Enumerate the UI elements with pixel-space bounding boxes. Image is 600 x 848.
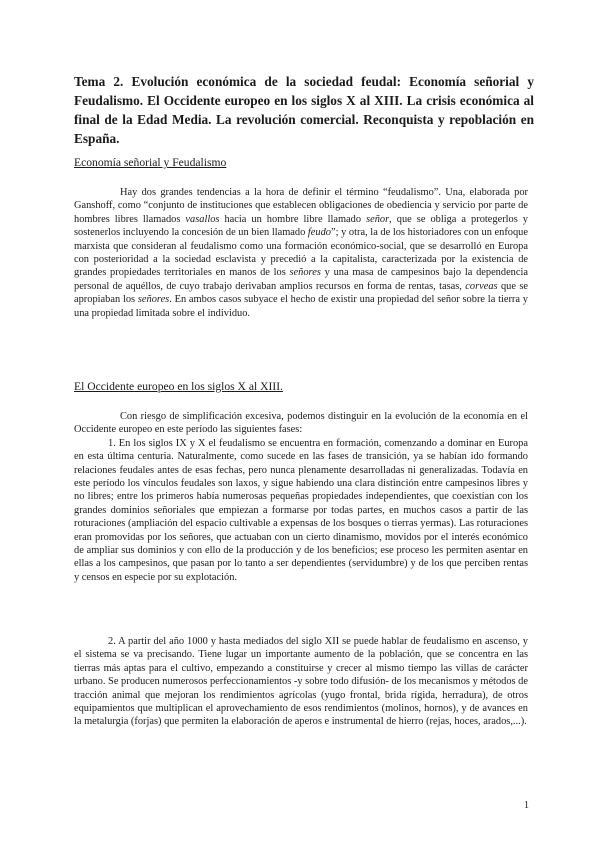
text-run: Hay dos grandes tendencias a la hora de definir el término “feudalismo”. Una, elaborada por Ganshoff, como “conjunto de instituciones que establecen obligaciones de obediencia y servicio por parte de hombres libres llamados [74, 187, 528, 225]
text-run: hacia un hombre libre llamado [219, 213, 367, 225]
section-heading-occidente-europeo: El Occidente europeo en los siglos X al XIII. [74, 380, 283, 393]
list-item-phase-1: 1. En los siglos IX y X el feudalismo se encuentra en formación, comenzando a dominar en Europa en esta última centuria. Naturalmente, como sucede en las fases de transición, ya se habían ido formando relaciones feudales antes de esas fechas, pero nunca plenamente desarrolladas ni generalizadas. Todavía en este período los vínculos feudales son laxos, y sigue habiendo una clara distinción entre campesinos libres y no libres; entre los primeros había numerosas pequeñas propiedades independientes, que coexistían con los grandes dominios señoriales que empiezan a formarse por todas partes, en muchos casos a partir de las roturaciones (ampliación del espacio cultivable a expensas de los bosques o tierras yermas). Las roturaciones eran promovidas por los señores, que actuaban con un cierto dinamismo, movidos por el interés económico de ampliar sus dominios y con ello de la producción y de los beneficios; ese proceso les permiten asentar en ellas a los campesinos, que pasan por lo tanto a ser dependientes (servidumbre) y de los que perciben rentas y censos en especie por su explotación. [74, 437, 528, 583]
text-run: , que se obliga a protegerlos y sostenerlos incluyendo la concesión de un bien llamado [74, 213, 528, 239]
list-item-phase-2: 2. A partir del año 1000 y hasta mediados del siglo XII se puede hablar de feudalismo en ascenso, y el sistema se va precisando. Tiene lugar un importante aumento de la población, que se concentra en las tierras más aptas para el cultivo, empezando a constituirse y crecer al mismo tiempo las villas de carácter urbano. Se producen numerosos perfeccionamientos -y sobre todo difusión- de los mecanismos y métodos de tracción animal que mejoran los rendimientos agrícolas (yugo frontal, brida rígida, herradura), de otros equipamientos que multiplican el aprovechamiento de esos rendimientos (molinos, hornos), y de avances en la metalurgia (forjas) que permiten la elaboración de aperos e instrumental de hierro (rejas, hoces, arados,...). [74, 636, 528, 728]
text-run: . En ambos casos subyace el hecho de existir una propiedad del señor sobre la tierra y una propiedad limitada sobre el individuo. [74, 294, 528, 319]
italic-term: señor [366, 213, 390, 225]
italic-term: vasallos [185, 213, 220, 225]
italic-term: corveas [465, 280, 498, 292]
text-run: ”; y otra, la de los historiadores con un enfoque marxista que consideran al feudalismo como una formación económico-social, que se desarrolló en Europa con posterioridad a la sociedad esclavista y precedió a la capitalista, caracterizada por la existencia de grandes propiedades territoriales en manos de los [74, 227, 528, 279]
italic-term: señores [137, 294, 170, 306]
section2-body [74, 410, 528, 584]
italic-term: señores [289, 267, 321, 279]
section-heading-economia-senorial: Economía señorial y Feudalismo [74, 156, 227, 169]
document-title: Tema 2. Evolución económica de la sociedad feudal: Economía señorial y Feudalismo. El Occidente europeo en los siglos X al XIII. La crisis económica al final de la Edad Media. La revolución comercial. Reconquista y repoblación en España. [74, 74, 534, 146]
page-number: 1 [524, 800, 529, 811]
text-run: que se apropiaban los [74, 280, 528, 306]
paragraph-feudalism-definition [74, 186, 528, 320]
text-run: y una masa de campesinos bajo la dependencia personal de aquéllos, de cuyo trabajo derivaban amplios recursos en forma de rentas, tasas, [74, 267, 528, 292]
italic-term: feudo [307, 227, 331, 239]
paragraph-intro: Con riesgo de simplificación excesiva, podemos distinguir en la evolución de la economía en el Occidente europeo en este período las siguientes fases: [74, 411, 528, 436]
